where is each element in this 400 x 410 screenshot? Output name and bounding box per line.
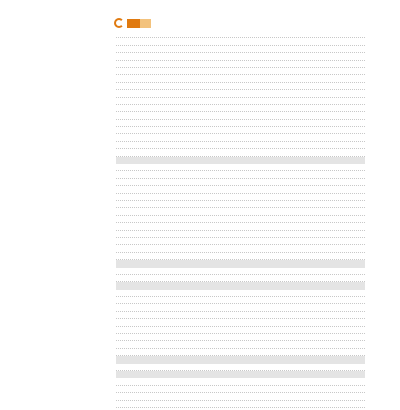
toc-entry[interactable] bbox=[116, 186, 365, 193]
toc-entry[interactable] bbox=[116, 46, 365, 53]
toc-entry[interactable] bbox=[116, 401, 365, 408]
toc-entry[interactable] bbox=[116, 134, 365, 141]
toc-entry[interactable] bbox=[116, 53, 365, 60]
toc-section-header[interactable] bbox=[116, 356, 365, 363]
toc-entry[interactable] bbox=[116, 208, 365, 215]
toc-entry[interactable] bbox=[116, 349, 365, 356]
toc-entry[interactable] bbox=[116, 223, 365, 230]
toc-entry[interactable] bbox=[116, 142, 365, 149]
toc-entry[interactable] bbox=[116, 393, 365, 400]
toc-entry[interactable] bbox=[116, 120, 365, 127]
toc-entry[interactable] bbox=[116, 38, 365, 45]
toc-entry[interactable] bbox=[116, 68, 365, 75]
toc-entry[interactable] bbox=[116, 364, 365, 371]
toc-entry[interactable] bbox=[116, 194, 365, 201]
toc-entry[interactable] bbox=[116, 238, 365, 245]
toc-entry[interactable] bbox=[116, 245, 365, 252]
toc-entry[interactable] bbox=[116, 312, 365, 319]
toc-entry[interactable] bbox=[116, 378, 365, 385]
toc-entry[interactable] bbox=[116, 127, 365, 134]
toc-entry[interactable] bbox=[116, 216, 365, 223]
toc-section-header[interactable] bbox=[116, 282, 365, 289]
toc-entry[interactable] bbox=[116, 164, 365, 171]
toc-entry[interactable] bbox=[116, 386, 365, 393]
toc-section-header[interactable] bbox=[116, 260, 365, 267]
toc-entry[interactable] bbox=[116, 297, 365, 304]
toc-entry[interactable] bbox=[116, 31, 365, 38]
brand-logo bbox=[114, 18, 151, 28]
toc-entry[interactable] bbox=[116, 75, 365, 82]
toc-entry[interactable] bbox=[116, 179, 365, 186]
toc-entry[interactable] bbox=[116, 319, 365, 326]
toc-entry[interactable] bbox=[116, 334, 365, 341]
toc-entry[interactable] bbox=[116, 275, 365, 282]
toc-entry[interactable] bbox=[116, 171, 365, 178]
toc-entry[interactable] bbox=[116, 90, 365, 97]
logo-wordmark bbox=[127, 19, 151, 28]
toc-entry[interactable] bbox=[116, 253, 365, 260]
toc-entry[interactable] bbox=[116, 105, 365, 112]
logo-mark-icon bbox=[114, 18, 124, 28]
toc-entry[interactable] bbox=[116, 231, 365, 238]
toc-entry[interactable] bbox=[116, 341, 365, 348]
toc-entry[interactable] bbox=[116, 112, 365, 119]
toc-entry[interactable] bbox=[116, 61, 365, 68]
toc-section-header[interactable] bbox=[116, 371, 365, 378]
toc-entry[interactable] bbox=[116, 149, 365, 156]
toc-entry[interactable] bbox=[116, 268, 365, 275]
toc-section-header[interactable] bbox=[116, 157, 365, 164]
toc-entry[interactable] bbox=[116, 201, 365, 208]
toc-entry[interactable] bbox=[116, 304, 365, 311]
toc-entry[interactable] bbox=[116, 83, 365, 90]
toc-entry[interactable] bbox=[116, 290, 365, 297]
toc-entry[interactable] bbox=[116, 98, 365, 105]
toc-entry[interactable] bbox=[116, 327, 365, 334]
table-of-contents bbox=[116, 31, 365, 408]
